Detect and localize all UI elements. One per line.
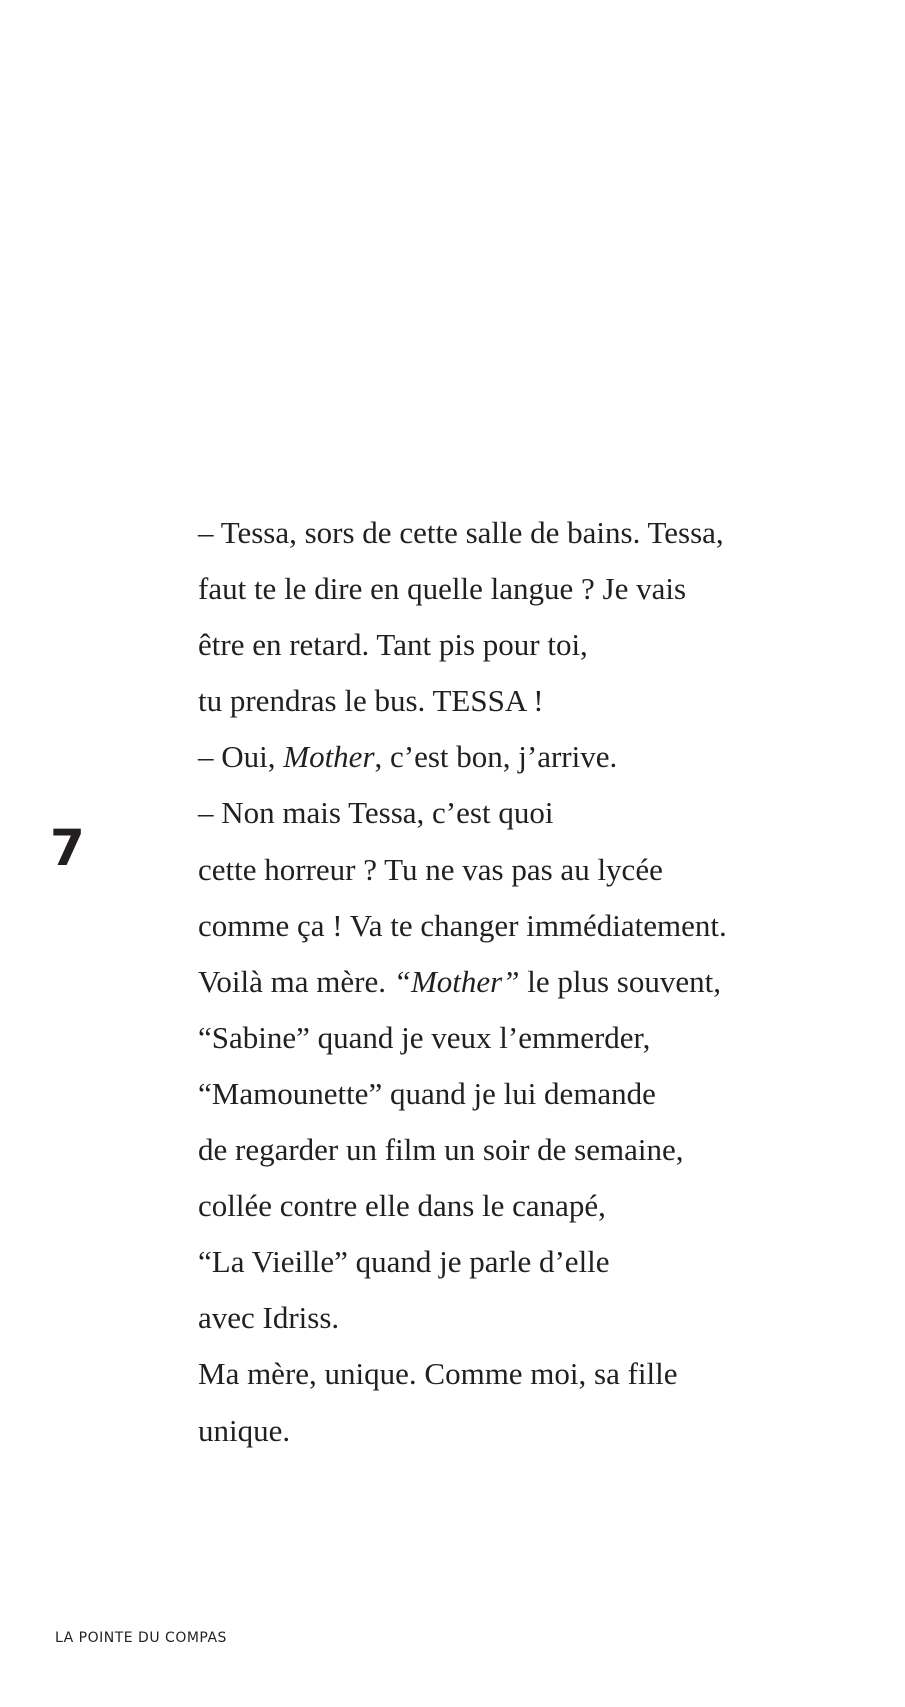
text-line: Ma mère, unique. Comme moi, sa fille — [198, 1356, 678, 1392]
text-line — [198, 954, 878, 1010]
book-title-footer: LA POINTE DU COMPAS — [55, 1630, 227, 1646]
text-line: “La Vieille” quand je parle d’elle — [198, 1244, 610, 1280]
text-segment: le plus souvent, — [519, 963, 721, 999]
text-line: de regarder un film un soir de semaine, — [198, 1132, 684, 1168]
text-line: “Mamounette” quand je lui demande — [198, 1075, 656, 1111]
text-segment: – Oui, — [198, 739, 284, 775]
italic-text: Mother — [283, 739, 375, 775]
italic-text: “Mother” — [393, 963, 520, 999]
text-line: tu prendras le bus. TESSA ! — [198, 683, 544, 719]
text-line: – Tessa, sors de cette salle de bains. Tessa, — [198, 515, 724, 550]
text-line — [198, 729, 878, 785]
text-segment: Voilà ma mère. — [198, 963, 394, 999]
page-number: 7 — [50, 819, 85, 877]
chapter-text — [198, 505, 878, 1459]
text-line: faut te le dire en quelle langue ? Je vais — [198, 571, 687, 607]
text-line: – Non mais Tessa, c’est quoi — [198, 795, 554, 831]
text-line: “Sabine” quand je veux l’emmerder, — [198, 1019, 651, 1055]
text-segment: , c’est bon, j’arrive. — [374, 739, 618, 775]
text-line: collée contre elle dans le canapé, — [198, 1188, 606, 1224]
text-line: comme ça ! Va te changer immédiatement. — [198, 907, 727, 943]
text-line: être en retard. Tant pis pour toi, — [198, 627, 588, 663]
text-line: cette horreur ? Tu ne vas pas au lycée — [198, 851, 663, 887]
text-line: unique. — [198, 1412, 291, 1448]
text-line: avec Idriss. — [198, 1300, 340, 1336]
